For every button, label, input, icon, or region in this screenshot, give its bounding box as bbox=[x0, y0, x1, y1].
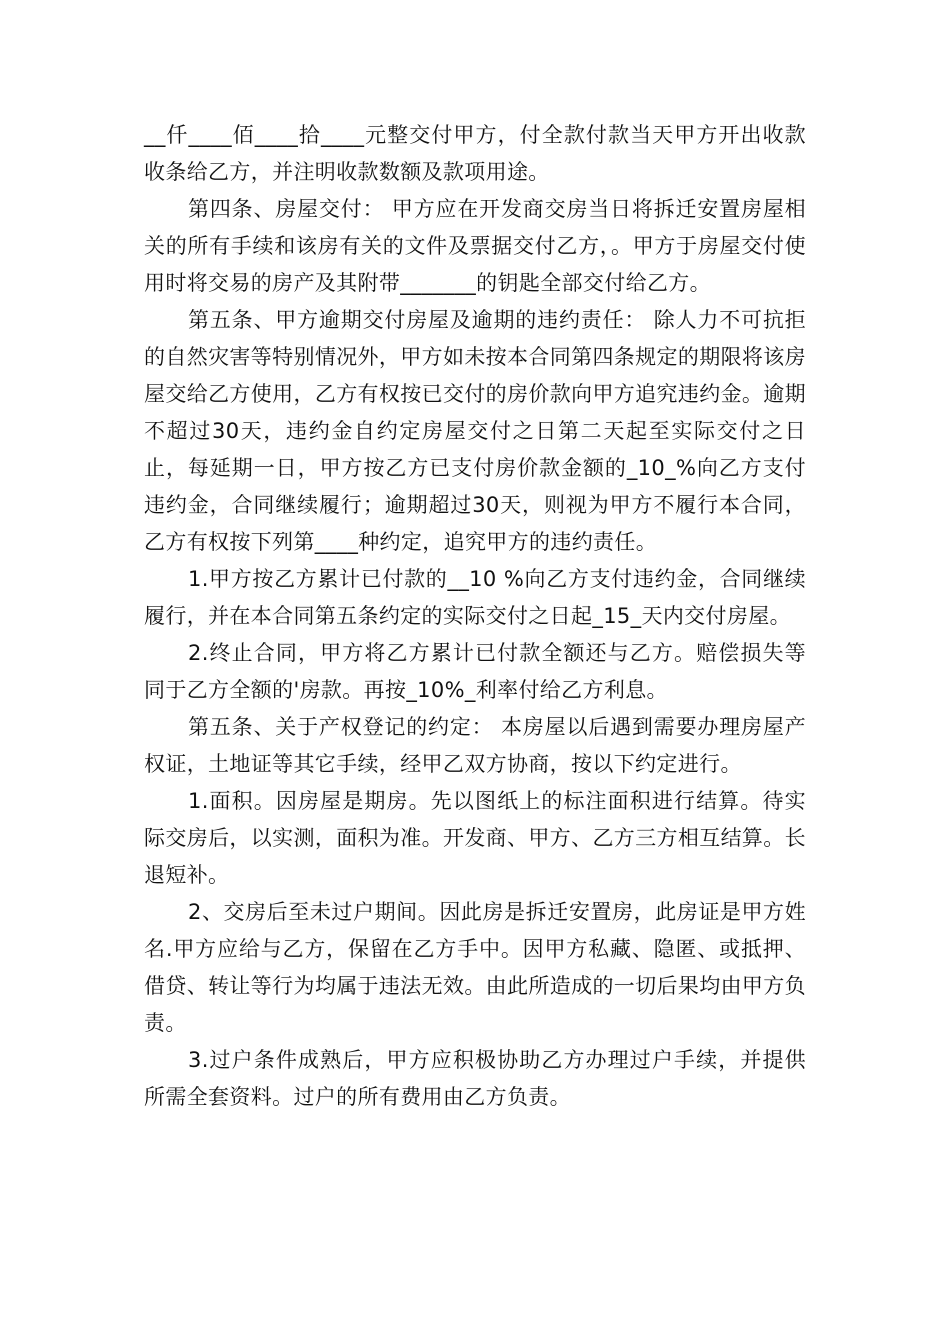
paragraph-item-area: 1.面积。因房屋是期房。先以图纸上的标注面积进行结算。待实际交房后，以实测，面积为准。开发商、甲方、乙方三方相互结算。长退短补。 bbox=[144, 789, 806, 887]
paragraph-item-pre-transfer: 2、交房后至未过户期间。因此房是拆迁安置房，此房证是甲方姓名.甲方应给与乙方，保留在乙方手中。因甲方私藏、隐匿、或抵押、借贷、转让等行为均属于违法无效。由此所造成的一切后果均由甲方负责。 bbox=[144, 900, 806, 1035]
paragraph-option-2: 2.终止合同，甲方将乙方累计已付款全额还与乙方。赔偿损失等同于乙方全额的'房款。再按_10%_利率付给乙方利息。 bbox=[144, 641, 806, 702]
document-body bbox=[144, 117, 806, 1116]
paragraph-option-1: 1.甲方按乙方累计已付款的__10 %向乙方支付违约金，合同继续履行，并在本合同第五条约定的实际交付之日起_15_天内交付房屋。 bbox=[144, 567, 806, 628]
paragraph-payment-terms: __仟____佰____拾____元整交付甲方，付全款付款当天甲方开出收款收条给乙方，并注明收款数额及款项用途。 bbox=[144, 123, 806, 184]
paragraph-article-5-registration: 第五条、关于产权登记的约定： 本房屋以后遇到需要办理房屋产权证，土地证等其它手续，经甲乙双方协商，按以下约定进行。 bbox=[144, 715, 806, 776]
paragraph-article-5-late-delivery: 第五条、甲方逾期交付房屋及逾期的违约责任： 除人力不可抗拒的自然灾害等特别情况外，甲方如未按本合同第四条规定的期限将该房屋交给乙方使用，乙方有权按已交付的房价款向甲方追究违约金。逾期不超过30天，违约金自约定房屋交付之日第二天起至实际交付之日止，每延期一日，甲方按乙方已支付房价款金额的_10_%向乙方支付违约金，合同继续履行；逾期超过30天，则视为甲方不履行本合同，乙方有权按下列第____种约定，追究甲方的违约责任。 bbox=[144, 308, 806, 554]
paragraph-item-transfer: 3.过户条件成熟后，甲方应积极协助乙方办理过户手续，并提供所需全套资料。过户的所有费用由乙方负责。 bbox=[144, 1048, 806, 1109]
paragraph-article-4-delivery: 第四条、房屋交付： 甲方应在开发商交房当日将拆迁安置房屋相关的所有手续和该房有关的文件及票据交付乙方，。甲方于房屋交付使用时将交易的房产及其附带_______的钥匙全部交付给乙方。 bbox=[144, 197, 806, 295]
